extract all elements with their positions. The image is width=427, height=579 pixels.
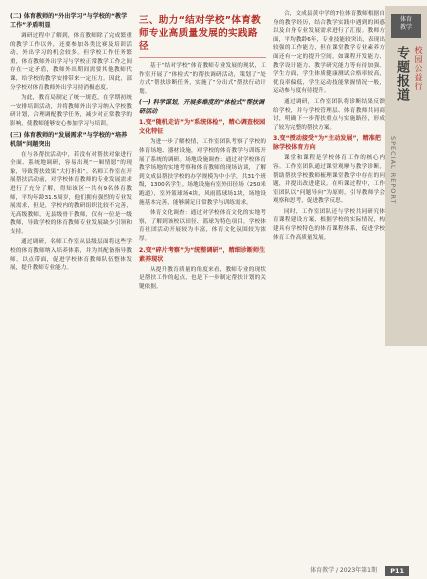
mid-subhead-1-2: 2.变“碎片考察”为“统整调研”，精细诊断师生素养现状 — [139, 246, 266, 263]
tab-title: 专题报道 — [394, 46, 409, 102]
right-paragraph-2: 通过调研，工作室团队将诊断结果反馈给学校，并与学校管理层、体育教师共同商讨，明确下一步帮扶重点与实施路径，形成了较为完整的帮扶方案。 — [273, 98, 385, 131]
mid-paragraph-2: 为进一步了解校情，工作室团队考察了学校的体育场地、器材设施，对学校的体育教学与训练开展了系统的调研。场地设施调查：通过对学校体育教学场地的实地考察和体育教师的现场访谈，了解到文成县帮扶学校的办学规模为中小学，共31个班级，1300名学生。场地设施有室外田径场（250米跑道），室外篮球场4块，风雨篮球场1块，场地设施基本完善，能够满足日常教学与训练需求。 — [139, 139, 266, 206]
right-paragraph-1: 合，文成县黄中学的7位体育教师根据自身的教学经历，结合教学实践中遇到的困惑以及自身专业发展需求进行了汇报。教师方面，平均教龄6年，专业技能较突出，表现出较强的工作能力，但在课堂教学专业素养方面还有一定的提升空间，如课程开发能力、教学设计能力、教学研究能力等有待加强。学生方面，学生体质健康测试合格率较高，优良率偏低，学生运动技能掌握情况一般，运动参与度有待提升。 — [273, 11, 385, 95]
badge-line-1: 体育 — [399, 16, 412, 23]
left-subhead-1: (二) 体育教师的“外出学习”与学校的“教学工作”矛盾明显 — [10, 13, 128, 29]
tab-subtitle: 校园公益行 — [414, 46, 423, 91]
mid-paragraph-3: 体育文化调查：通过对学校体育文化的实地考察，了解到该校以田径、篮球为特色项目，学校体育社团活动开展较为丰富，体育文化氛围较为浓厚。 — [139, 210, 266, 242]
right-paragraph-4: 同时，工作室团队还与学校共同研究体育课程建设方案，根据学校的实际情况，构建具有学校特色的体育课程体系，促进学校体育工作高质量发展。 — [273, 208, 385, 241]
badge-line-2: 教学 — [399, 24, 412, 31]
section-tab — [385, 6, 427, 346]
left-paragraph-1: 调研过程中了解到，体育教师除了完成繁重的教学工作以外，还要参加各类比赛及培训活动，外出学习的机会较多。但学校工作任务繁重，体育教师外出学习与学校正常教学工作之间存在一定矛盾，教师外出期间需要其他教师代课，给学校的教学安排带来一定压力。因此，部分学校对体育教师外出学习持消极态度。 — [10, 33, 132, 91]
right-paragraph-3: 课堂和课程是学校体育工作的核心内容。工作室团队通过课堂观摩与教学诊断，帮助帮扶学校教师梳理课堂教学中存在的问题，并提出改进建议。在听课过程中，工作室团队以“问题导向”为原则，引导教师学会观察和思考，促进教学反思。 — [273, 155, 385, 205]
mid-paragraph-4: 从提升教育质量的角度来看，教师专业的现状是帮扶工作的起点，也是下一步制定帮扶计划的关键依据。 — [139, 266, 266, 290]
journal-info: 体育教学 / 2023年第1期 — [310, 567, 377, 574]
right-subhead-1: 3.变“授动接受”为“主动发展”，精准把脉学校体育方向 — [273, 135, 381, 152]
section-divider — [139, 57, 266, 58]
tab-english: SPECIAL REPORT — [389, 136, 397, 205]
left-paragraph-3: 在与各帮扶活动中，若没有对帮扶对象进行全面、系统地调研，容易出现“一厢情愿”的现象，导致帮扶效果“大打折扣”。名师工作室在开展帮扶活动前，对学校体育教师的专业发展需求进行了充分了解，得知该区一共有9名体育教师，平均年龄31.5周岁，他们拥有强烈的专业发展需求，但是，学校内的教研组织比较不完善，无高级教师，无县级骨干教师，仅有一位是一级教师，导致学校的体育教师专业发展缺少引领和支持。 — [10, 151, 132, 235]
mid-subhead-1-1: 1.变“随机走访”为“系统体检”，精心调查校园文化特征 — [139, 119, 266, 136]
left-paragraph-4: 通过调研，名师工作室从县级层面将这些学校的体育教师纳入培养体系，并为其配备指导教师，以点带面，促进学校体育教师队伍整体发展，提升教师专业能力。 — [10, 239, 132, 272]
journal-badge — [391, 14, 421, 38]
section-title: 三、助力“结对学校”体育教师专业高质量发展的实践路径 — [139, 15, 262, 52]
left-subhead-2: (三) 体育教师的“发展需求”与学校的“培养机制”问题突出 — [10, 131, 128, 148]
left-paragraph-2: 为此，教育局制定了统一规范，在学期初统一安排培训活动，并将教师外出学习纳入学校教研计划，合理调配教学任务，减少对正常教学的影响，使教师能够安心参加学习与培训。 — [10, 95, 132, 127]
page-footer — [0, 561, 427, 579]
mid-paragraph-1: 基于“结对学校”体育教师专业发展的现状，工作室开展了“体检式”的帮扶调研活动，策划了“处方式”帮扶诊断任务，实施了“分出式”帮扶行动计划。 — [139, 63, 266, 95]
middle-column — [139, 10, 266, 557]
left-column — [10, 10, 132, 557]
page-number: P11 — [385, 566, 409, 576]
right-column — [273, 10, 385, 557]
mid-subhead-1: (一) 科学谋划，开展多维度的“体检式”帮扶调研活动 — [139, 99, 265, 116]
